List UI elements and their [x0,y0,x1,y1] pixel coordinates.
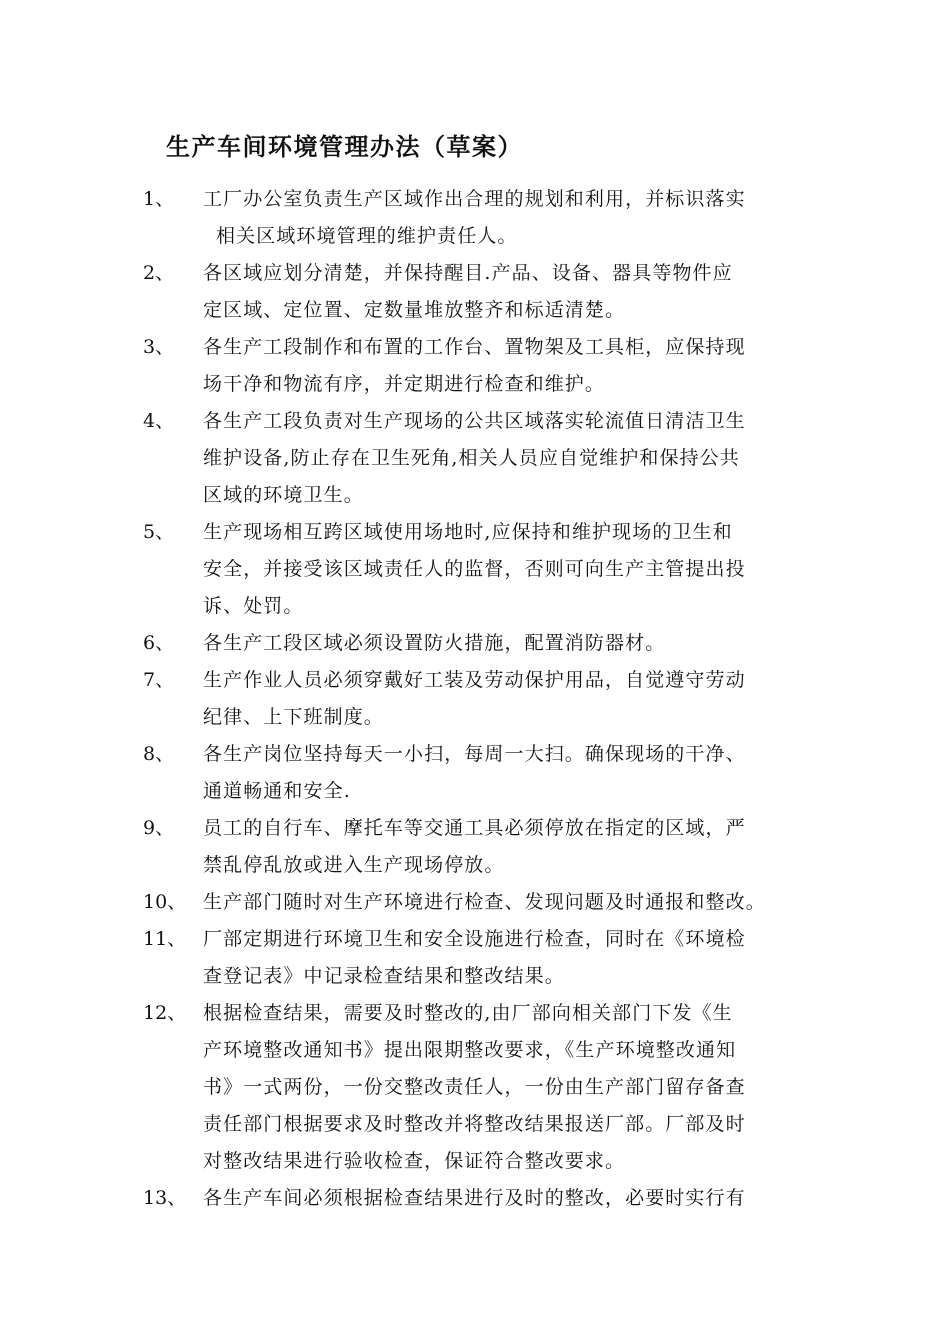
rules-list [0,181,950,1217]
item-text-line: 各生产岗位坚持每天一小扫，每周一大扫。确保现场的干净、 [203,743,746,765]
item-text-line: 生产现场相互跨区域使用场地时,应保持和维护现场的卫生和 [203,521,733,543]
list-item [0,662,950,736]
item-text-line: 定区域、定位置、定数量堆放整齐和标适清楚。 [203,299,626,321]
item-number: 5、 [143,521,175,543]
item-text-line: 维护设备,防止存在卫生死角,相关人员应自觉维护和保持公共 [203,447,740,469]
item-text-line: 相关区域环境管理的维护责任人。 [216,225,518,247]
item-number: 4、 [143,410,175,432]
list-item [0,810,950,884]
item-text-line: 各生产工段负责对生产现场的公共区域落实轮流值日清洁卫生 [203,410,746,432]
item-text-line: 通道畅通和安全. [203,780,351,802]
list-item [0,736,950,810]
list-item [0,329,950,403]
item-text-line: 各生产车间必须根据检查结果进行及时的整改，必要时实行有 [203,1187,746,1209]
item-text-line: 生产部门随时对生产环境进行检查、发现问题及时通报和整改。 [203,891,766,913]
item-text-line: 区域的环境卫生。 [203,484,364,506]
list-item [0,995,950,1180]
list-item [0,403,950,514]
item-text-line: 厂部定期进行环境卫生和安全设施进行检查，同时在《环境检 [203,928,746,950]
item-text-line: 责任部门根据要求及时整改并将整改结果报送厂部。厂部及时 [203,1113,746,1135]
item-number: 1、 [143,188,175,210]
list-item [0,884,950,921]
item-text-line: 诉、处罚。 [203,595,304,617]
item-text-line: 工厂办公室负责生产区域作出合理的规划和利用，并标识落实 [203,188,746,210]
item-number: 3、 [143,336,175,358]
item-text-line: 安全，并接受该区域责任人的监督，否则可向生产主管提出投 [203,558,746,580]
item-text-line: 纪律、上下班制度。 [203,706,384,728]
item-number: 12、 [143,1002,187,1024]
list-item [0,181,950,255]
item-text-line: 员工的自行车、摩托车等交通工具必须停放在指定的区域，严 [203,817,746,839]
list-item [0,921,950,995]
list-item [0,255,950,329]
item-text-line: 生产作业人员必须穿戴好工装及劳动保护用品，自觉遵守劳动 [203,669,746,691]
item-text-line: 场干净和物流有序，并定期进行检查和维护。 [203,373,606,395]
item-number: 11、 [143,928,187,950]
item-text-line: 根据检查结果，需要及时整改的,由厂部向相关部门下发《生 [203,1002,733,1024]
item-number: 9、 [143,817,175,839]
item-text-line: 各区域应划分清楚，并保持醒目.产品、设备、器具等物件应 [203,262,733,284]
item-text-line: 产环境整改通知书》提出限期整改要求，《生产环境整改通知 [203,1039,737,1061]
item-number: 2、 [143,262,175,284]
item-text-line: 书》一式两份，一份交整改责任人，一份由生产部门留存备查 [203,1076,746,1098]
item-number: 10、 [143,891,187,913]
item-text-line: 各生产工段区域必须设置防火措施，配置消防器材。 [203,632,666,654]
item-number: 7、 [143,669,175,691]
item-text-line: 对整改结果进行验收检查，保证符合整改要求。 [203,1150,626,1172]
list-item [0,1180,950,1217]
document-title: 生产车间环境管理办法（草案） [166,133,523,161]
item-number: 8、 [143,743,175,765]
item-text-line: 禁乱停乱放或进入生产现场停放。 [203,854,505,876]
item-number: 13、 [143,1187,187,1209]
item-text-line: 各生产工段制作和布置的工作台、置物架及工具柜，应保持现 [203,336,746,358]
item-number: 6、 [143,632,175,654]
list-item [0,514,950,625]
list-item [0,625,950,662]
item-text-line: 查登记表》中记录检查结果和整改结果。 [203,965,565,987]
